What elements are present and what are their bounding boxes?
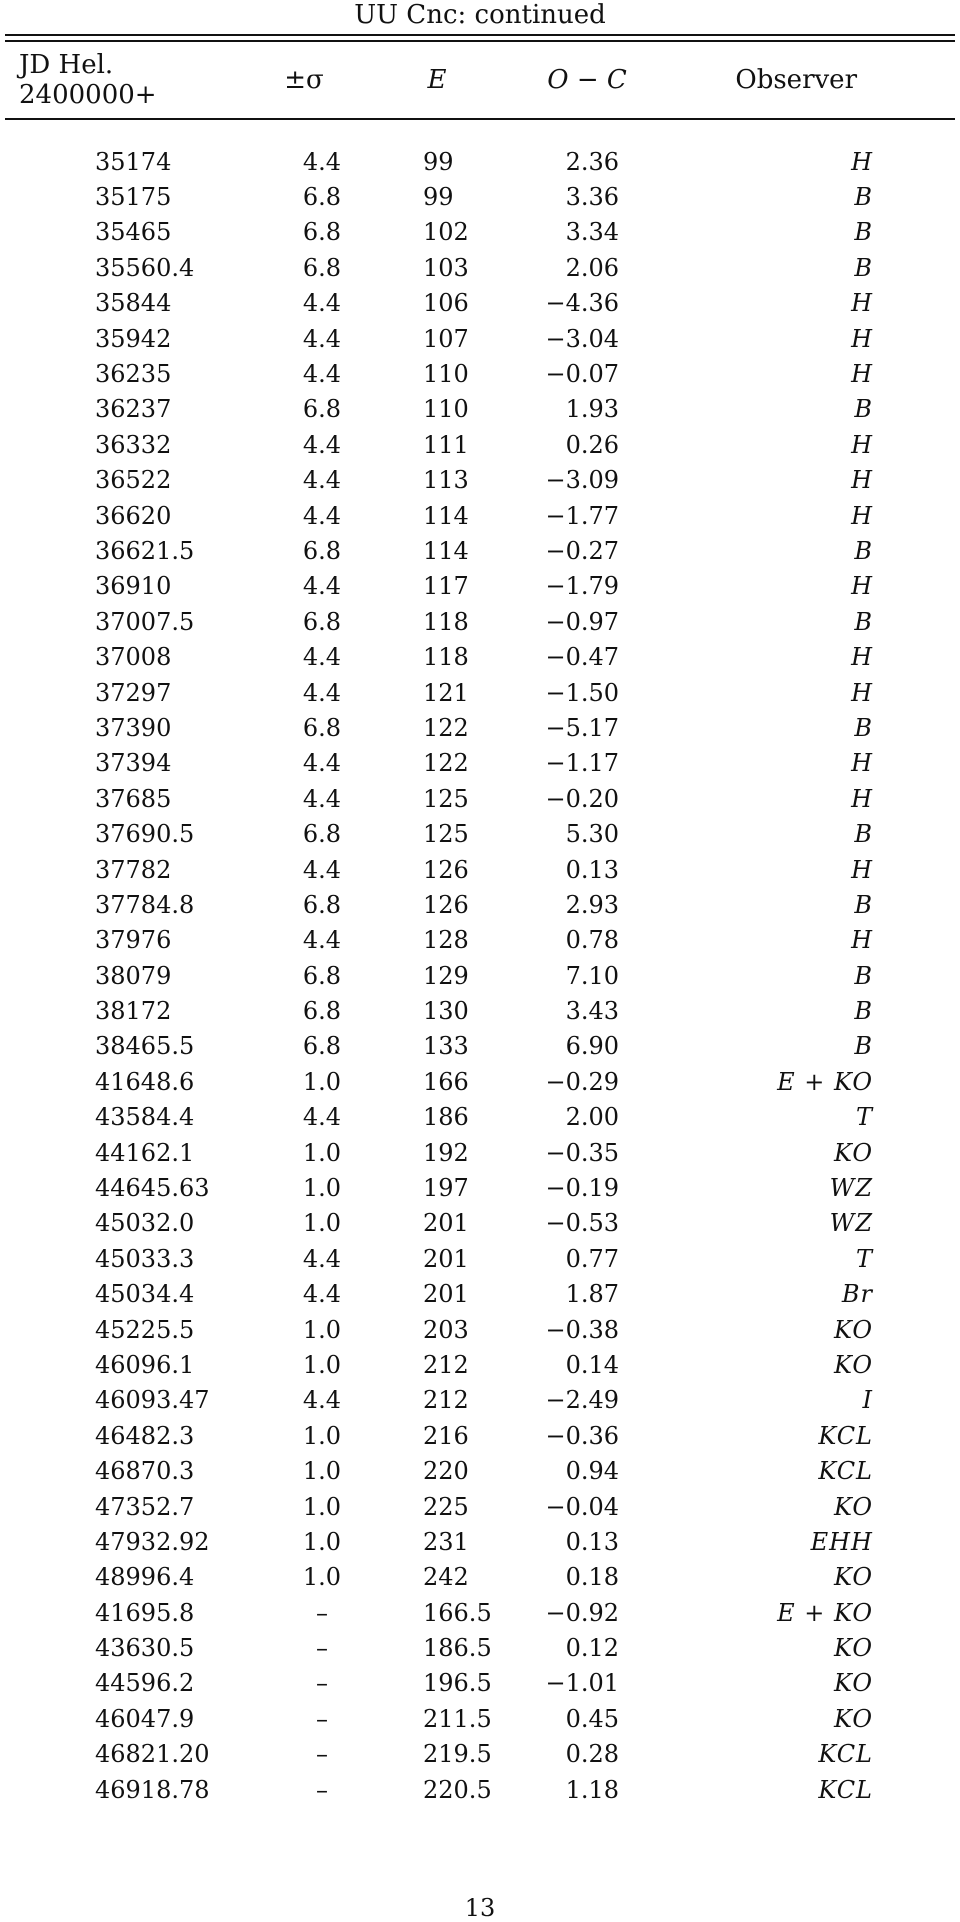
sigma-cell: 1.0: [302, 1209, 342, 1238]
sigma-cell: 4.4: [302, 1280, 342, 1309]
observer-cell: B: [854, 961, 873, 990]
jd-cell: 41648.6: [95, 1067, 195, 1096]
observer-cell: B: [854, 1032, 873, 1061]
table-row: [5, 498, 955, 533]
sigma-cell: 6.8: [302, 1032, 342, 1061]
observer-cell: I: [862, 1386, 873, 1415]
oc-cell: −0.29: [545, 1067, 619, 1096]
oc-cell: −0.04: [545, 1492, 619, 1521]
observer-cell: KO: [834, 1350, 873, 1379]
table-row: [5, 392, 955, 427]
jd-cell: 36620: [95, 501, 172, 530]
jd-cell: 35465: [95, 218, 172, 247]
epoch-cell: 102: [423, 218, 469, 247]
sigma-cell: 4.4: [302, 749, 342, 778]
observer-cell: KO: [834, 1669, 873, 1698]
table-row: [5, 179, 955, 214]
epoch-cell: 203: [423, 1315, 469, 1344]
oc-cell: 2.06: [565, 253, 619, 282]
observer-cell: H: [851, 926, 873, 955]
jd-cell: 46482.3: [95, 1421, 195, 1450]
oc-cell: −0.47: [545, 643, 619, 672]
table-row: [5, 852, 955, 887]
observer-cell: E + KO: [777, 1598, 873, 1627]
header-oc: O − C: [547, 65, 627, 95]
oc-cell: −0.07: [545, 360, 619, 389]
header-e: E: [427, 65, 447, 95]
observer-cell: B: [854, 218, 873, 247]
observer-cell: H: [851, 466, 873, 495]
jd-cell: 37008: [95, 643, 172, 672]
page-number: 13: [464, 1894, 496, 1922]
epoch-cell: 225: [423, 1492, 469, 1521]
epoch-cell: 166.5: [423, 1598, 492, 1627]
oc-cell: −0.53: [545, 1209, 619, 1238]
table-row: [5, 1737, 955, 1772]
jd-cell: 45032.0: [95, 1209, 195, 1238]
oc-cell: 3.34: [565, 218, 619, 247]
epoch-cell: 197: [423, 1174, 469, 1203]
sigma-cell: 4.4: [302, 289, 342, 318]
oc-cell: −0.27: [545, 536, 619, 565]
table-row: [5, 958, 955, 993]
epoch-cell: 122: [423, 749, 469, 778]
epoch-cell: 118: [423, 607, 469, 636]
observer-cell: EHH: [810, 1527, 873, 1556]
sigma-cell: 4.4: [302, 147, 342, 176]
table-row: [5, 923, 955, 958]
epoch-cell: 128: [423, 926, 469, 955]
epoch-cell: 212: [423, 1350, 469, 1379]
observer-cell: E + KO: [777, 1067, 873, 1096]
observer-cell: KCL: [818, 1775, 873, 1804]
sigma-cell: 4.4: [302, 784, 342, 813]
table-row: [5, 144, 955, 179]
jd-cell: 45034.4: [95, 1280, 195, 1309]
oc-cell: −0.20: [545, 784, 619, 813]
observer-cell: H: [851, 147, 873, 176]
oc-cell: 1.93: [565, 395, 619, 424]
table-row: [5, 286, 955, 321]
sigma-cell: –: [316, 1634, 328, 1663]
observer-cell: H: [851, 749, 873, 778]
epoch-cell: 242: [423, 1563, 469, 1592]
jd-cell: 43630.5: [95, 1634, 195, 1663]
observer-cell: B: [854, 713, 873, 742]
sigma-cell: 4.4: [302, 1103, 342, 1132]
jd-cell: 37297: [95, 678, 172, 707]
table-row: [5, 1241, 955, 1276]
jd-cell: 43584.4: [95, 1103, 195, 1132]
jd-cell: 35174: [95, 147, 172, 176]
oc-cell: 0.78: [565, 926, 619, 955]
sigma-cell: 6.8: [302, 183, 342, 212]
jd-cell: 45033.3: [95, 1244, 195, 1273]
table-row: [5, 710, 955, 745]
epoch-cell: 192: [423, 1138, 469, 1167]
sigma-cell: 6.8: [302, 713, 342, 742]
jd-cell: 41695.8: [95, 1598, 195, 1627]
table-row: [5, 533, 955, 568]
epoch-cell: 114: [423, 536, 469, 565]
sigma-cell: 1.0: [302, 1527, 342, 1556]
epoch-cell: 231: [423, 1527, 469, 1556]
epoch-cell: 133: [423, 1032, 469, 1061]
epoch-cell: 201: [423, 1244, 469, 1273]
observer-cell: KCL: [818, 1421, 873, 1450]
timing-table: [5, 42, 955, 1807]
jd-cell: 36522: [95, 466, 172, 495]
sigma-cell: 1.0: [302, 1067, 342, 1096]
jd-cell: 37782: [95, 855, 172, 884]
observer-cell: Br: [841, 1280, 873, 1309]
oc-cell: 3.36: [565, 183, 619, 212]
sigma-cell: 1.0: [302, 1350, 342, 1379]
header-sigma: ±σ: [284, 65, 324, 95]
table-row: [5, 1029, 955, 1064]
epoch-cell: 125: [423, 820, 469, 849]
observer-cell: H: [851, 784, 873, 813]
table-row: [5, 463, 955, 498]
oc-cell: 0.14: [565, 1350, 619, 1379]
epoch-cell: 201: [423, 1280, 469, 1309]
epoch-cell: 130: [423, 997, 469, 1026]
jd-cell: 38465.5: [95, 1032, 195, 1061]
oc-cell: 0.45: [565, 1704, 619, 1733]
sigma-cell: 4.4: [302, 855, 342, 884]
table-row: [5, 321, 955, 356]
epoch-cell: 122: [423, 713, 469, 742]
oc-cell: 0.28: [565, 1740, 619, 1769]
table-row: [5, 427, 955, 462]
epoch-cell: 118: [423, 643, 469, 672]
epoch-cell: 125: [423, 784, 469, 813]
table-row: [5, 675, 955, 710]
observer-cell: B: [854, 820, 873, 849]
table-row: [5, 1100, 955, 1135]
table-row: [5, 1277, 955, 1312]
jd-cell: 35175: [95, 183, 172, 212]
observer-cell: KO: [834, 1704, 873, 1733]
oc-cell: −3.04: [545, 324, 619, 353]
oc-cell: −4.36: [545, 289, 619, 318]
header-observer: Observer: [735, 65, 857, 95]
epoch-cell: 103: [423, 253, 469, 282]
epoch-cell: 186.5: [423, 1634, 492, 1663]
table-row: [5, 1560, 955, 1595]
oc-cell: −1.77: [545, 501, 619, 530]
oc-cell: −0.97: [545, 607, 619, 636]
jd-cell: 37394: [95, 749, 172, 778]
epoch-cell: 99: [423, 183, 454, 212]
oc-cell: −5.17: [545, 713, 619, 742]
table-row: [5, 1347, 955, 1382]
table-row: [5, 746, 955, 781]
epoch-cell: 211.5: [423, 1704, 492, 1733]
table-row: [5, 781, 955, 816]
oc-cell: −0.36: [545, 1421, 619, 1450]
jd-cell: 46093.47: [95, 1386, 210, 1415]
epoch-cell: 216: [423, 1421, 469, 1450]
epoch-cell: 220.5: [423, 1775, 492, 1804]
table-row: [5, 1064, 955, 1099]
sigma-cell: –: [316, 1775, 328, 1804]
jd-cell: 38079: [95, 961, 172, 990]
jd-cell: 36235: [95, 360, 172, 389]
oc-cell: −2.49: [545, 1386, 619, 1415]
observer-cell: H: [851, 430, 873, 459]
oc-cell: −1.50: [545, 678, 619, 707]
sigma-cell: –: [316, 1669, 328, 1698]
observer-cell: T: [855, 1244, 873, 1273]
table-row: [5, 1595, 955, 1630]
observer-cell: H: [851, 324, 873, 353]
oc-cell: 1.87: [565, 1280, 619, 1309]
oc-cell: −3.09: [545, 466, 619, 495]
table-row: [5, 569, 955, 604]
table-row: [5, 1666, 955, 1701]
sigma-cell: 1.0: [302, 1563, 342, 1592]
observer-cell: B: [854, 607, 873, 636]
observer-cell: KO: [834, 1315, 873, 1344]
epoch-cell: 117: [423, 572, 469, 601]
sigma-cell: –: [316, 1704, 328, 1733]
sigma-cell: 1.0: [302, 1315, 342, 1344]
jd-cell: 35844: [95, 289, 172, 318]
table-row: [5, 1453, 955, 1488]
observer-cell: B: [854, 395, 873, 424]
oc-cell: −0.19: [545, 1174, 619, 1203]
epoch-cell: 201: [423, 1209, 469, 1238]
oc-cell: 0.13: [565, 1527, 619, 1556]
jd-cell: 45225.5: [95, 1315, 195, 1344]
epoch-cell: 220: [423, 1457, 469, 1486]
sigma-cell: 1.0: [302, 1138, 342, 1167]
jd-cell: 36332: [95, 430, 172, 459]
oc-cell: −0.92: [545, 1598, 619, 1627]
oc-cell: 0.13: [565, 855, 619, 884]
observer-cell: KO: [834, 1634, 873, 1663]
observer-cell: KCL: [818, 1457, 873, 1486]
top-rule-1: [5, 34, 955, 36]
sigma-cell: 1.0: [302, 1457, 342, 1486]
oc-cell: −1.17: [545, 749, 619, 778]
sigma-cell: 6.8: [302, 961, 342, 990]
epoch-cell: 166: [423, 1067, 469, 1096]
epoch-cell: 126: [423, 890, 469, 919]
table-row: [5, 1312, 955, 1347]
observer-cell: KO: [834, 1138, 873, 1167]
observer-cell: B: [854, 536, 873, 565]
sigma-cell: 4.4: [302, 360, 342, 389]
observer-cell: B: [854, 890, 873, 919]
sigma-cell: 4.4: [302, 1244, 342, 1273]
jd-cell: 37784.8: [95, 890, 195, 919]
jd-cell: 37976: [95, 926, 172, 955]
observer-cell: KCL: [818, 1740, 873, 1769]
oc-cell: 0.94: [565, 1457, 619, 1486]
observer-cell: H: [851, 643, 873, 672]
header-row: [5, 42, 955, 119]
table-row: [5, 356, 955, 391]
sigma-cell: 4.4: [302, 678, 342, 707]
sigma-cell: 6.8: [302, 890, 342, 919]
table-row: [5, 816, 955, 851]
jd-cell: 46918.78: [95, 1775, 210, 1804]
jd-cell: 46870.3: [95, 1457, 195, 1486]
sigma-cell: 4.4: [302, 324, 342, 353]
jd-cell: 36910: [95, 572, 172, 601]
sigma-cell: 6.8: [302, 395, 342, 424]
oc-cell: 0.26: [565, 430, 619, 459]
oc-cell: −1.01: [545, 1669, 619, 1698]
observer-cell: H: [851, 855, 873, 884]
table-row: [5, 993, 955, 1028]
jd-cell: 37690.5: [95, 820, 195, 849]
observer-cell: KO: [834, 1563, 873, 1592]
oc-cell: 3.43: [565, 997, 619, 1026]
epoch-cell: 114: [423, 501, 469, 530]
observer-cell: T: [855, 1103, 873, 1132]
sigma-cell: 6.8: [302, 997, 342, 1026]
sigma-cell: 4.4: [302, 1386, 342, 1415]
table-row: [5, 887, 955, 922]
oc-cell: −0.38: [545, 1315, 619, 1344]
epoch-cell: 212: [423, 1386, 469, 1415]
observer-cell: H: [851, 360, 873, 389]
table-row: [5, 1170, 955, 1205]
table-row: [5, 250, 955, 285]
sigma-cell: 4.4: [302, 643, 342, 672]
sigma-cell: 1.0: [302, 1421, 342, 1450]
table-row: [5, 1489, 955, 1524]
epoch-cell: 113: [423, 466, 469, 495]
jd-cell: 35942: [95, 324, 172, 353]
sigma-cell: 4.4: [302, 466, 342, 495]
jd-cell: 47932.92: [95, 1527, 210, 1556]
table-row: [5, 1772, 955, 1807]
header-rule: [5, 119, 955, 144]
oc-cell: 2.36: [565, 147, 619, 176]
observer-cell: WZ: [829, 1174, 873, 1203]
observer-cell: WZ: [829, 1209, 873, 1238]
epoch-cell: 186: [423, 1103, 469, 1132]
oc-cell: 2.93: [565, 890, 619, 919]
table-row: [5, 1206, 955, 1241]
observer-cell: KO: [834, 1492, 873, 1521]
observer-cell: H: [851, 572, 873, 601]
table-row: [5, 1383, 955, 1418]
epoch-cell: 196.5: [423, 1669, 492, 1698]
sigma-cell: 4.4: [302, 501, 342, 530]
jd-cell: 38172: [95, 997, 172, 1026]
observer-cell: H: [851, 501, 873, 530]
sigma-cell: 6.8: [302, 607, 342, 636]
sigma-cell: –: [316, 1598, 328, 1627]
table-body: [5, 144, 955, 1807]
epoch-cell: 107: [423, 324, 469, 353]
sigma-cell: 6.8: [302, 536, 342, 565]
table-row: [5, 1701, 955, 1736]
header-jd: JD Hel. 2400000+: [19, 50, 157, 110]
observer-cell: B: [854, 997, 873, 1026]
jd-cell: 48996.4: [95, 1563, 195, 1592]
epoch-cell: 111: [423, 430, 469, 459]
jd-cell: 35560.4: [95, 253, 195, 282]
observer-cell: H: [851, 678, 873, 707]
sigma-cell: 6.8: [302, 820, 342, 849]
table-row: [5, 639, 955, 674]
observer-cell: B: [854, 253, 873, 282]
sigma-cell: 1.0: [302, 1174, 342, 1203]
jd-cell: 36237: [95, 395, 172, 424]
oc-cell: 6.90: [565, 1032, 619, 1061]
observer-cell: B: [854, 183, 873, 212]
jd-cell: 37685: [95, 784, 172, 813]
jd-cell: 37007.5: [95, 607, 195, 636]
oc-cell: 0.18: [565, 1563, 619, 1592]
sigma-cell: 4.4: [302, 572, 342, 601]
sigma-cell: –: [316, 1740, 328, 1769]
oc-cell: −1.79: [545, 572, 619, 601]
jd-cell: 36621.5: [95, 536, 195, 565]
jd-cell: 46047.9: [95, 1704, 195, 1733]
table-row: [5, 604, 955, 639]
oc-cell: 7.10: [565, 961, 619, 990]
jd-cell: 37390: [95, 713, 172, 742]
table-row: [5, 215, 955, 250]
oc-cell: 2.00: [565, 1103, 619, 1132]
sigma-cell: 1.0: [302, 1492, 342, 1521]
jd-cell: 44596.2: [95, 1669, 195, 1698]
jd-cell: 44162.1: [95, 1138, 195, 1167]
page-title: UU Cnc: continued: [354, 0, 606, 30]
jd-cell: 46096.1: [95, 1350, 195, 1379]
oc-cell: 0.12: [565, 1634, 619, 1663]
oc-cell: 0.77: [565, 1244, 619, 1273]
sigma-cell: 4.4: [302, 926, 342, 955]
jd-cell: 47352.7: [95, 1492, 195, 1521]
observer-cell: H: [851, 289, 873, 318]
table-row: [5, 1418, 955, 1453]
epoch-cell: 99: [423, 147, 454, 176]
epoch-cell: 121: [423, 678, 469, 707]
epoch-cell: 106: [423, 289, 469, 318]
oc-cell: 1.18: [565, 1775, 619, 1804]
epoch-cell: 129: [423, 961, 469, 990]
sigma-cell: 4.4: [302, 430, 342, 459]
sigma-cell: 6.8: [302, 218, 342, 247]
table-row: [5, 1630, 955, 1665]
table-row: [5, 1524, 955, 1559]
epoch-cell: 110: [423, 360, 469, 389]
epoch-cell: 219.5: [423, 1740, 492, 1769]
table-row: [5, 1135, 955, 1170]
epoch-cell: 110: [423, 395, 469, 424]
jd-cell: 46821.20: [95, 1740, 210, 1769]
sigma-cell: 6.8: [302, 253, 342, 282]
oc-cell: −0.35: [545, 1138, 619, 1167]
epoch-cell: 126: [423, 855, 469, 884]
jd-cell: 44645.63: [95, 1174, 210, 1203]
oc-cell: 5.30: [565, 820, 619, 849]
